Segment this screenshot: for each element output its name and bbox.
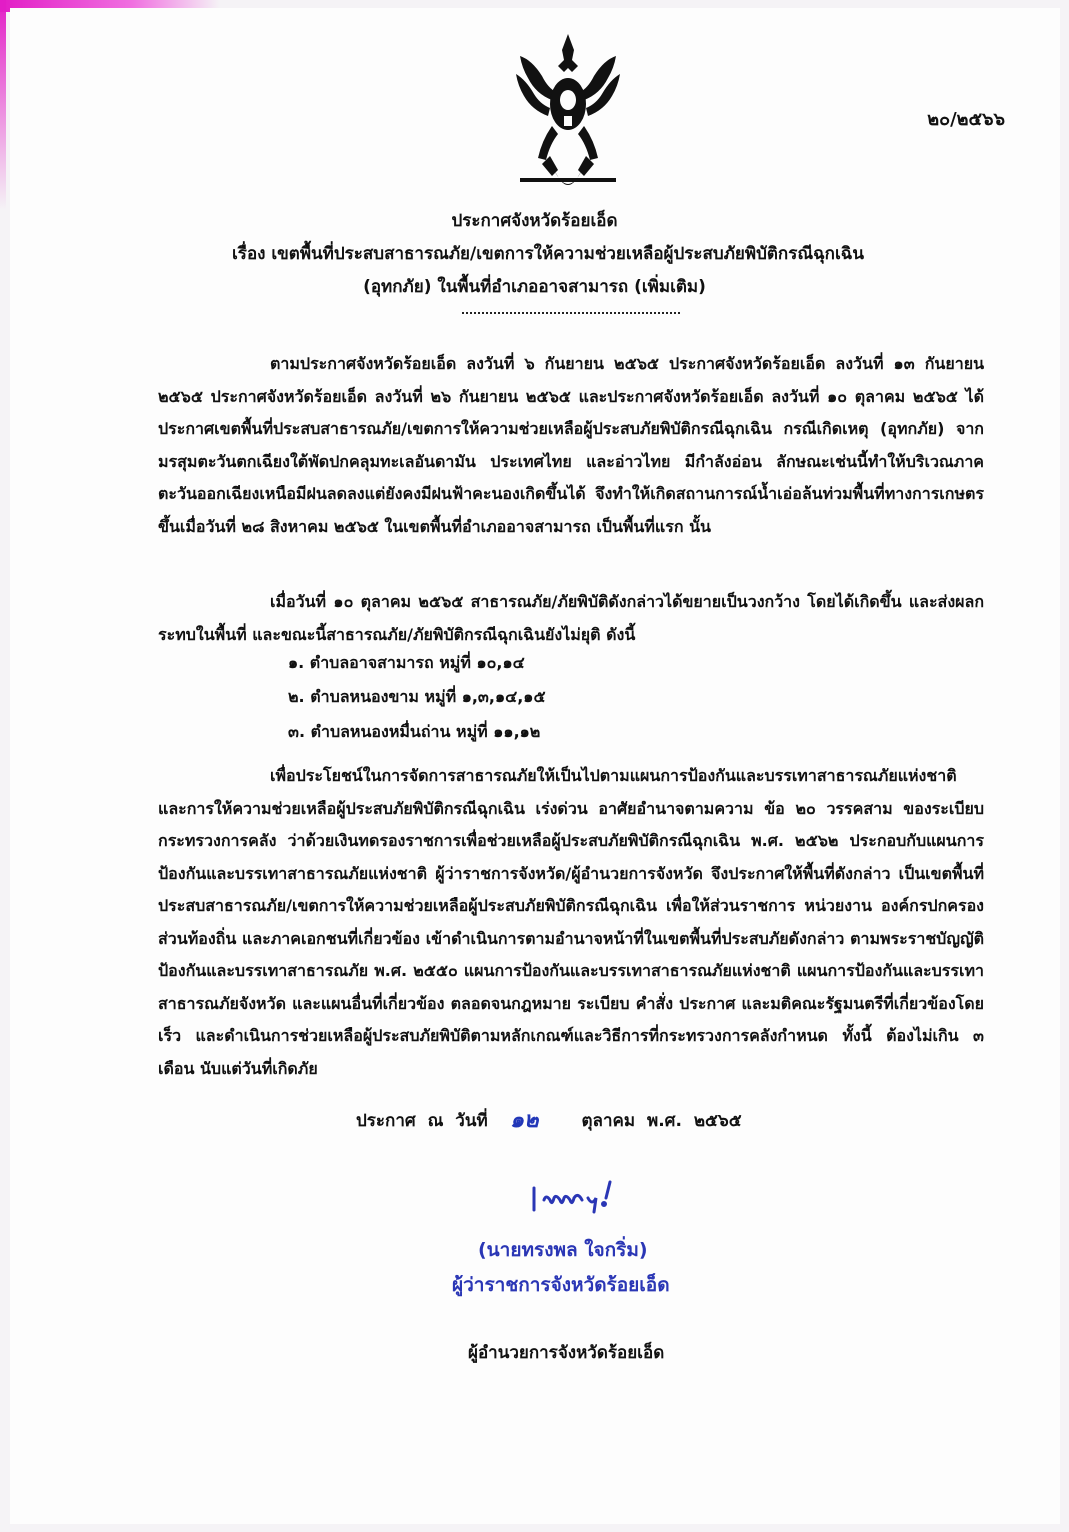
pink-scan-edge-left [0,0,6,210]
signatory-position: ผู้ว่าราชการจังหวัดร้อยเอ็ด [452,1274,670,1296]
paragraph-3-text: เพื่อประโยชน์ในการจัดการสาธารณภัยให้เป็นไปตามแผนการป้องกันและบรรเทาสาธารณภัยแห่งชาติ และการให้ความช่วยเหลือผู้ประสบภัยพิบัติกรณีฉุกเฉิน เร่งด่วน อาศัยอำนาจตามความ ข้อ ๒๐ วรรคสาม ของระเบียบกระทรวงการคลัง ว่าด้วยเงินทดรองราชการเพื่อช่วยเหลือผู้ประสบภัยพิบัติกรณีฉุกเฉิน พ.ศ. ๒๕๖๒ ประกอบกับแผนการป้องกันและบรรเทาสาธารณภัยแห่งชาติ ผู้ว่าราชการจังหวัด/ผู้อำนวยการจังหวัด จึงประกาศให้พื้นที่ดังกล่าว เป็นเขตพื้นที่ประสบสาธารณภัย/เขตการให้ความช่วยเหลือผู้ประสบภัยพิบัติกรณีฉุกเฉิน เพื่อให้ส่วนราชการ หน่วยงาน องค์กรปกครองส่วนท้องถิ่น และภาคเอกชนที่เกี่ยวข้อง เข้าดำเนินการตามอำนาจหน้าที่ในเขตพื้นที่ประสบภัยดังกล่าว ตามพระราชบัญญัติป้องกันและบรรเทาสาธารณภัย พ.ศ. ๒๕๕๐ แผนการป้องกันและบรรเทาสาธารณภัยแห่งชาติ แผนการป้องกันและบรรเทาสาธารณภัยจังหวัด และแผนอื่นที่เกี่ยวข้อง ตลอดจนกฎหมาย ระเบียบ คำสั่ง ประกาศ และมติคณะรัฐมนตรีที่เกี่ยวข้องโดยเร็ว และดำเนินการช่วยเหลือผู้ประสบภัยพิบัติตามหลักเกณฑ์และวิธีการที่กระทรวงการคลังกำหนด ทั้งนี้ ต้องไม่เกิน ๓ เดือน นับแต่วันที่เกิดภัย [158,766,984,1078]
dotted-divider [462,312,680,314]
proclamation-month-year: ตุลาคม พ.ศ. ๒๕๖๕ [581,1111,742,1131]
affected-area-item: ๓. ตำบลหนองหมื่นถ่าน หมู่ที่ ๑๑,๑๒ [288,722,541,741]
handwritten-day: ๑๒ [510,1108,539,1133]
footer-title: ผู้อำนวยการจังหวัดร้อยเอ็ด [468,1343,665,1363]
affected-area-item: ๑. ตำบลอาจสามารถ หมู่ที่ ๑๐,๑๔ [288,653,525,672]
paragraph-1-text: ตามประกาศจังหวัดร้อยเอ็ด ลงวันที่ ๖ กันยายน ๒๕๖๕ ประกาศจังหวัดร้อยเอ็ด ลงวันที่ ๑๓ กันยายน ๒๕๖๕ ประกาศจังหวัดร้อยเอ็ด ลงวันที่ ๒๖ กันยายน ๒๕๖๕ และประกาศจังหวัดร้อยเอ็ด ลงวันที่ ๑๐ ตุลาคม ๒๕๖๕ ได้ประกาศเขตพื้นที่ประสบสาธารณภัย/เขตการให้ความช่วยเหลือผู้ประสบภัยพิบัติกรณีฉุกเฉิน กรณีเกิดเหตุ (อุทกภัย) จากมรสุมตะวันตกเฉียงใต้พัดปกคลุมทะเลอันดามัน ประเทศไทย และอ่าวไทย มีกำลังอ่อน ลักษณะเช่นนี้ทำให้บริเวณภาคตะวันออกเฉียงเหนือมีฝนลดลงแต่ยังคงมีฝนฟ้าคะนองเกิดขึ้นได้ จึงทำให้เกิดสถานการณ์น้ำเอ่อล้นท่วมพื้นที่ทางการเกษตร ขึ้นเมื่อวันที่ ๒๘ สิงหาคม ๒๕๖๕ ในเขตพื้นที่อำเภออาจสามารถ เป็นพื้นที่แรก นั้น [158,354,984,536]
proclamation-prefix: ประกาศ ณ วันที่ [356,1111,488,1131]
paragraph-situation [158,586,984,651]
announcement-subject: เรื่อง เขตพื้นที่ประสบสาธารณภัย/เขตการให้ความช่วยเหลือผู้ประสบภัยพิบัติกรณีฉุกเฉิน [232,244,864,264]
paragraph-background [158,348,984,543]
signatory-name: (นายทรงพล ใจกริ่ม) [478,1239,648,1261]
paragraph-2-text: เมื่อวันที่ ๑๐ ตุลาคม ๒๕๖๕ สาธารณภัย/ภัยพิบัติดังกล่าวได้ขยายเป็นวงกว้าง โดยได้เกิดขึ้น และส่งผลกระทบในพื้นที่ และขณะนี้สาธารณภัย/ภัยพิบัติกรณีฉุกเฉินยังไม่ยุติ ดังนี้ [158,592,984,644]
affected-area-item: ๒. ตำบลหนองขาม หมู่ที่ ๑,๓,๑๔,๑๕ [288,687,546,706]
paragraph-authority [158,760,984,1085]
announcement-subject-continued: (อุทกภัย) ในพื้นที่อำเภออาจสามารถ (เพิ่มเติม) [363,277,706,297]
document-number: ๒๐/๒๕๖๖ [927,109,1005,130]
handwritten-signature [528,1176,620,1216]
proclamation-date-line [356,1107,742,1134]
garuda-emblem-icon [512,30,624,198]
announcement-title: ประกาศจังหวัดร้อยเอ็ด [451,211,618,231]
